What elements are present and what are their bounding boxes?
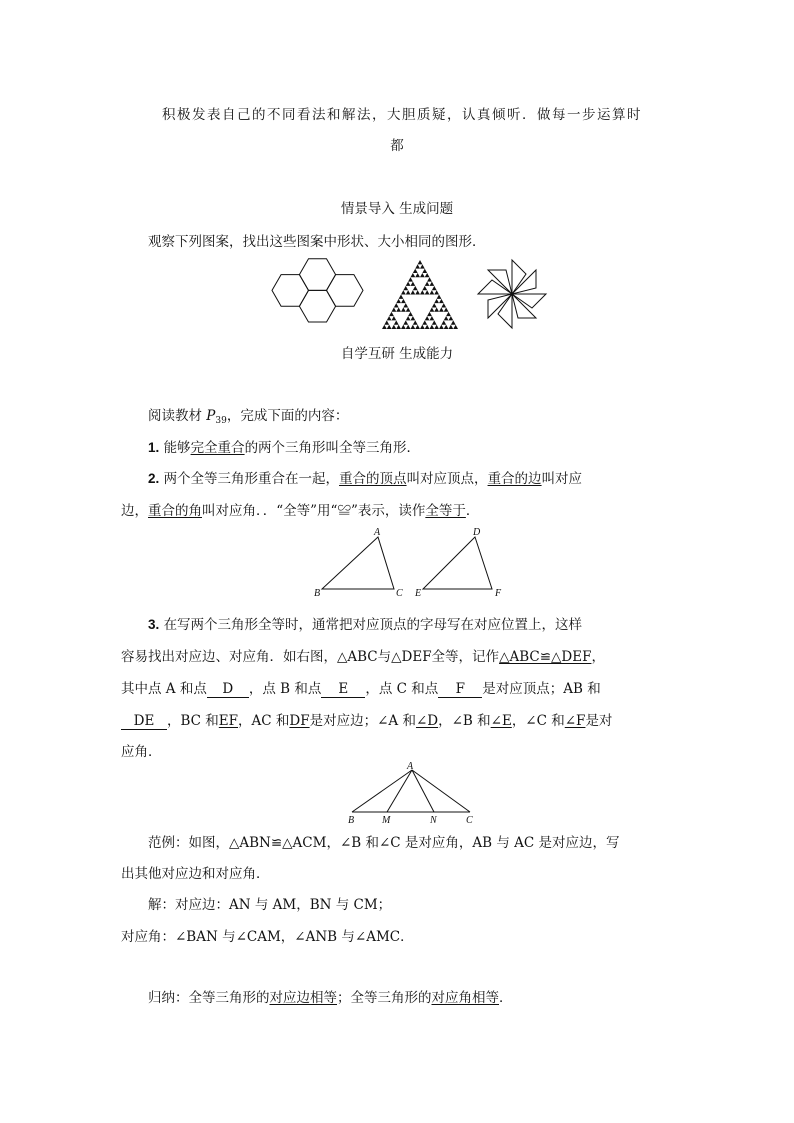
vertex-label-c: C — [396, 588, 403, 599]
text: ，∠C 和 — [511, 713, 565, 729]
answer-blank: D — [207, 682, 249, 698]
text: 是对 — [585, 713, 613, 729]
item-3-line-1 — [148, 613, 582, 633]
answer-underlined: 重合的边 — [487, 471, 542, 487]
text: 的两个三角形叫全等三角形． — [244, 440, 421, 456]
item-2-line-1 — [148, 467, 582, 487]
triangle-abc — [322, 537, 394, 589]
solution-line-2: 对应角：∠BAN 与∠CAM，∠ANB 与∠AMC． — [121, 929, 414, 945]
hexagon — [272, 275, 309, 307]
page-letter: P — [206, 408, 216, 424]
text: 其中点 A 和点 — [121, 681, 207, 697]
vertex-label-f: F — [495, 588, 502, 599]
text: 归纳： — [148, 990, 189, 1006]
answer-underlined: ∠E — [490, 713, 512, 729]
text: 两个全等三角形重合在一起， — [163, 471, 340, 487]
vertex-label-d: D — [473, 527, 481, 538]
segment-an — [412, 770, 434, 812]
section-title-selfstudy: 自学互研 生成能力 — [340, 346, 454, 362]
text: 全等三角形的 — [188, 990, 270, 1006]
answer-blank: DE — [121, 714, 167, 730]
example-line-1: 范例：如图，△ABN≌△ACM，∠B 和∠C 是对应角，AB 与 AC 是对应边，写 — [148, 835, 620, 851]
segment-ab — [352, 770, 412, 812]
answer-underlined: ∠F — [564, 713, 586, 729]
answer-underlined: 重合的顶点 — [339, 471, 407, 487]
answer-blank: E — [321, 682, 365, 698]
vertex-label-b: B — [314, 588, 321, 599]
text: ． — [465, 503, 480, 519]
sierpinski-triangle-figure — [378, 256, 462, 332]
text: ，点 C 和点 — [365, 681, 439, 697]
answer-underlined: ∠D — [415, 713, 439, 729]
isosceles-triangle-figure — [342, 760, 482, 828]
answer-underlined: 对应边相等 — [269, 990, 337, 1006]
item-3-line-5: 应角． — [121, 744, 162, 760]
vertex-label-c: C — [466, 815, 473, 826]
triangle-def — [423, 537, 492, 589]
vertex-label-a: A — [407, 761, 414, 772]
solution-line-1: 解：对应边：AN 与 AM，BN 与 CM； — [148, 897, 392, 913]
text: 叫对应顶点， — [406, 471, 488, 487]
read-prefix: 阅读教材 — [148, 408, 207, 424]
text: 边， — [121, 503, 148, 519]
segment-ac — [412, 770, 470, 812]
intro-line-1: 积极发表自己的不同看法和解法，大胆质疑，认真倾听．做每一步运算时 — [162, 107, 642, 123]
hexagon — [327, 275, 364, 307]
item-number: 2. — [148, 471, 160, 486]
item-3-line-4 — [121, 709, 612, 730]
text: 容易找出对应边、对应角．如右图，△ABC与△DEF全等，记作 — [121, 649, 500, 665]
item-number: 1. — [148, 440, 160, 455]
answer-underlined: 完全重合 — [190, 440, 245, 456]
intro-line-2: 都 — [390, 138, 404, 154]
text: ，BC 和 — [167, 713, 219, 729]
answer-underlined: 全等于 — [425, 503, 466, 519]
item-number: 3. — [148, 617, 160, 632]
example-line-2: 出其他对应边和对应角． — [121, 866, 270, 882]
text: 是对应顶点；AB 和 — [482, 681, 601, 697]
answer-underlined: EF — [218, 713, 239, 729]
text: 是对应边；∠A 和 — [309, 713, 416, 729]
hexagon — [299, 290, 335, 322]
summary — [148, 986, 513, 1006]
answer-underlined: △ABC≌△DEF — [499, 649, 592, 665]
vertex-label-a: A — [374, 527, 381, 538]
item-3-line-3 — [121, 677, 601, 698]
page-number: 39 — [215, 416, 227, 426]
text: 在写两个三角形全等时，通常把对应顶点的字母写在对应位置上，这样 — [163, 617, 583, 633]
vertex-label-e: E — [415, 588, 422, 599]
segment-am — [387, 770, 412, 812]
item-1 — [148, 436, 420, 456]
answer-underlined: 重合的角 — [148, 503, 202, 519]
item-2-line-2 — [121, 499, 479, 519]
vertex-label-b: B — [348, 815, 355, 826]
text: 叫对应 — [541, 471, 583, 487]
item-3-line-2 — [121, 645, 605, 665]
read-instruction — [148, 404, 348, 426]
text: ，AC 和 — [238, 713, 290, 729]
text: ，∠B 和 — [438, 713, 491, 729]
text: ，点 B 和点 — [248, 681, 322, 697]
congruent-triangles-figure — [310, 525, 510, 601]
text: 能够 — [163, 440, 191, 456]
section-title-scenario: 情景导入 生成问题 — [340, 201, 454, 217]
text: 叫对应角．．“全等”用“≌”表示，读作 — [202, 503, 426, 519]
hexagon — [299, 259, 335, 291]
section1-instruction: 观察下列图案，找出这些图案中形状、大小相同的图形． — [148, 234, 486, 250]
answer-underlined: DF — [289, 713, 310, 729]
text: ；全等三角形的 — [337, 990, 432, 1006]
hexagon-pattern-figure — [268, 256, 368, 330]
text: ． — [499, 990, 513, 1006]
answer-underlined: 对应角相等 — [431, 990, 499, 1006]
vertex-label-n: N — [430, 815, 437, 826]
read-suffix: ，完成下面的内容： — [226, 408, 349, 424]
answer-blank: F — [438, 682, 482, 698]
vertex-label-m: M — [382, 815, 391, 826]
text: ， — [591, 649, 605, 665]
pinwheel-figure — [472, 256, 552, 332]
